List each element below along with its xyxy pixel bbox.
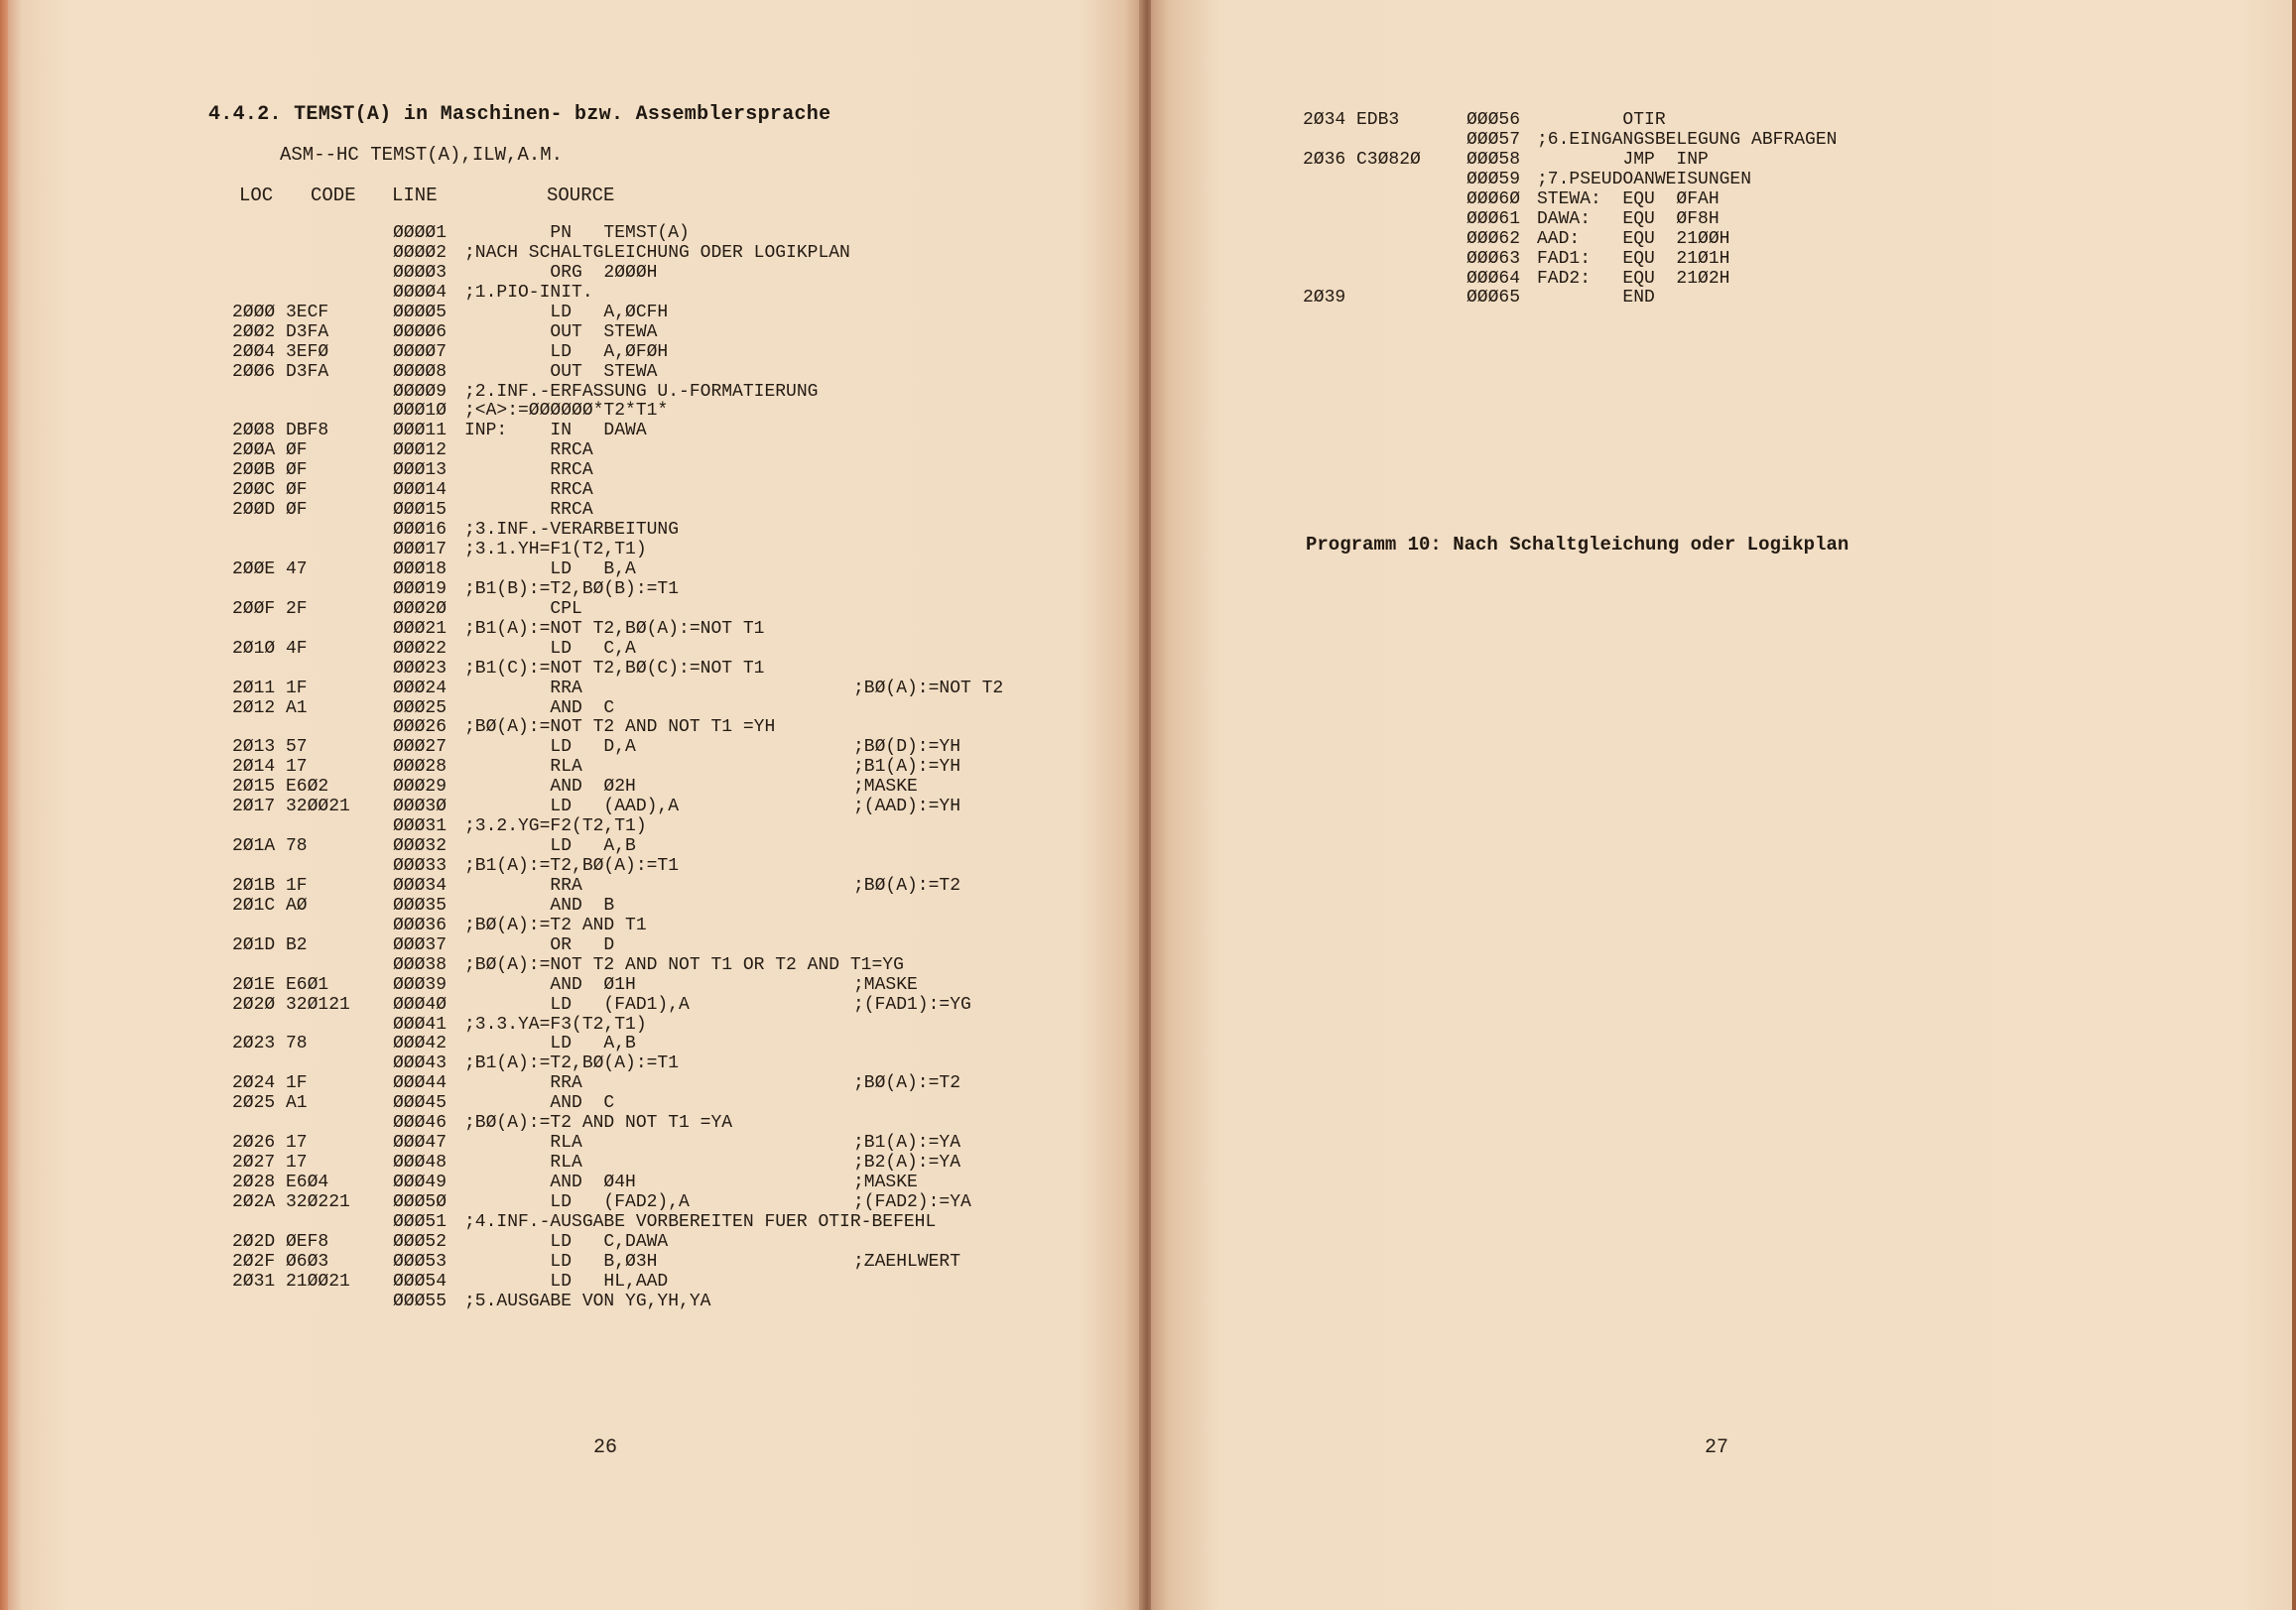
source-cell: FAD1: EQU 21Ø1H bbox=[1537, 248, 1730, 269]
line-number-cell: ØØØ13 bbox=[393, 460, 447, 481]
loc-code-cell: 2ØØD ØF bbox=[232, 500, 308, 521]
comment-cell: ;MASKE bbox=[853, 1173, 918, 1192]
comment-cell: ;ZAEHLWERT bbox=[853, 1251, 961, 1272]
listing-row bbox=[8, 1016, 1143, 1036]
assembler-listing-continued bbox=[1151, 111, 2292, 309]
loc-code-cell: 2Ø36 C3Ø82Ø bbox=[1303, 149, 1421, 170]
comment-cell: ;(FAD2):=YA bbox=[853, 1191, 971, 1212]
source-cell: AND B bbox=[464, 895, 615, 916]
source-cell: RRCA bbox=[464, 440, 593, 461]
loc-code-cell: 2Ø1B 1F bbox=[232, 875, 308, 896]
line-number-cell: ØØØ37 bbox=[393, 934, 447, 955]
listing-row bbox=[8, 1253, 1143, 1273]
page-number: 27 bbox=[1705, 1436, 1729, 1459]
source-cell: CPL bbox=[464, 598, 582, 619]
source-cell: RRCA bbox=[464, 460, 593, 481]
source-cell: ;3.3.YA=F3(T2,T1) bbox=[464, 1014, 647, 1035]
source-cell: AND Ø1H bbox=[464, 974, 636, 995]
source-cell: AND Ø4H bbox=[464, 1173, 636, 1192]
line-number-cell: ØØØ58 bbox=[1467, 149, 1521, 170]
line-number-cell: ØØØ12 bbox=[393, 440, 447, 461]
listing-row bbox=[8, 441, 1143, 461]
source-cell: ;B1(C):=NOT T2,BØ(C):=NOT T1 bbox=[464, 658, 765, 679]
listing-row bbox=[8, 837, 1143, 857]
line-number-cell: ØØØ23 bbox=[393, 658, 447, 679]
listing-row bbox=[8, 758, 1143, 778]
listing-row bbox=[1151, 171, 2292, 190]
loc-code-cell: 2Ø1Ø 4F bbox=[232, 638, 308, 659]
loc-code-cell: 2ØØC ØF bbox=[232, 480, 308, 501]
source-cell: ;NACH SCHALTGLEICHUNG ODER LOGIKPLAN bbox=[464, 242, 850, 263]
loc-code-cell: 2Ø31 21ØØ21 bbox=[232, 1271, 350, 1292]
loc-code-cell: 2Ø11 1F bbox=[232, 678, 308, 698]
loc-code-cell: 2Ø28 E6Ø4 bbox=[232, 1173, 329, 1192]
line-number-cell: ØØØ15 bbox=[393, 500, 447, 521]
loc-code-cell: 2ØØE 47 bbox=[232, 558, 308, 579]
line-number-cell: ØØØ35 bbox=[393, 895, 447, 916]
listing-row bbox=[8, 1035, 1143, 1054]
source-cell: ;BØ(A):=T2 AND T1 bbox=[464, 915, 647, 935]
assembler-listing bbox=[8, 224, 1143, 1312]
line-number-cell: ØØØØ6 bbox=[393, 321, 447, 342]
loc-code-cell: 2Ø2D ØEF8 bbox=[232, 1231, 329, 1252]
loc-code-cell: 2Ø25 A1 bbox=[232, 1093, 308, 1114]
line-number-cell: ØØØ11 bbox=[393, 421, 447, 441]
column-header-code: CODE bbox=[311, 185, 356, 206]
line-number-cell: ØØØ4Ø bbox=[393, 994, 447, 1015]
line-number-cell: ØØØ46 bbox=[393, 1113, 447, 1134]
column-header-line: LINE bbox=[392, 185, 438, 206]
line-number-cell: ØØØ29 bbox=[393, 777, 447, 798]
line-number-cell: ØØØ56 bbox=[1467, 110, 1521, 130]
source-cell: LD C,DAWA bbox=[464, 1231, 669, 1252]
listing-row bbox=[8, 304, 1143, 323]
loc-code-cell: 2Ø12 A1 bbox=[232, 697, 308, 718]
listing-row bbox=[8, 1134, 1143, 1154]
line-number-cell: ØØØ42 bbox=[393, 1034, 447, 1054]
line-number-cell: ØØØ54 bbox=[393, 1271, 447, 1292]
listing-row bbox=[8, 936, 1143, 956]
line-number-cell: ØØØ38 bbox=[393, 954, 447, 975]
listing-row bbox=[8, 1193, 1143, 1213]
line-number-cell: ØØØ41 bbox=[393, 1014, 447, 1035]
listing-row bbox=[8, 1273, 1143, 1293]
source-cell: RLA bbox=[464, 757, 582, 778]
line-number-cell: ØØØ59 bbox=[1467, 169, 1521, 189]
listing-row bbox=[8, 817, 1143, 837]
line-number-cell: ØØØ26 bbox=[393, 717, 447, 738]
listing-row bbox=[8, 264, 1143, 284]
source-cell: ;B1(A):=NOT T2,BØ(A):=NOT T1 bbox=[464, 618, 765, 639]
line-number-cell: ØØØØ4 bbox=[393, 282, 447, 303]
listing-row bbox=[1151, 250, 2292, 270]
program-caption: Programm 10: Nach Schaltgleichung oder Logikplan bbox=[1306, 534, 1850, 556]
listing-row bbox=[8, 284, 1143, 304]
line-number-cell: ØØØ21 bbox=[393, 618, 447, 639]
comment-cell: ;BØ(A):=T2 bbox=[853, 875, 961, 896]
listing-row bbox=[1151, 131, 2292, 151]
loc-code-cell: 2Ø27 17 bbox=[232, 1153, 308, 1174]
line-number-cell: ØØØ22 bbox=[393, 638, 447, 659]
line-number-cell: ØØØ43 bbox=[393, 1053, 447, 1074]
source-cell: JMP INP bbox=[1537, 149, 1709, 170]
line-number-cell: ØØØØ9 bbox=[393, 381, 447, 402]
loc-code-cell: 2ØØ2 D3FA bbox=[232, 321, 329, 342]
listing-row bbox=[8, 501, 1143, 521]
loc-code-cell: 2Ø24 1F bbox=[232, 1073, 308, 1094]
loc-code-cell: 2ØØ6 D3FA bbox=[232, 361, 329, 382]
loc-code-cell: 2Ø2A 32Ø221 bbox=[232, 1191, 350, 1212]
source-cell: ;B1(A):=T2,BØ(A):=T1 bbox=[464, 1053, 680, 1074]
listing-row bbox=[8, 1233, 1143, 1253]
line-number-cell: ØØØ49 bbox=[393, 1173, 447, 1192]
line-number-cell: ØØØ17 bbox=[393, 540, 447, 559]
listing-row bbox=[8, 976, 1143, 996]
line-number-cell: ØØØ5Ø bbox=[393, 1191, 447, 1212]
source-cell: ;BØ(A):=NOT T2 AND NOT T1 OR T2 AND T1=YG bbox=[464, 954, 904, 975]
line-number-cell: ØØØ57 bbox=[1467, 129, 1521, 150]
line-number-cell: ØØØ28 bbox=[393, 757, 447, 778]
listing-row bbox=[8, 798, 1143, 817]
listing-row bbox=[8, 738, 1143, 758]
listing-row bbox=[8, 481, 1143, 501]
source-cell: RRCA bbox=[464, 500, 593, 521]
source-cell: ;B1(B):=T2,BØ(B):=T1 bbox=[464, 578, 680, 599]
loc-code-cell: 2Ø1C AØ bbox=[232, 895, 308, 916]
source-cell: ORG 2ØØØH bbox=[464, 262, 658, 283]
comment-cell: ;B1(A):=YH bbox=[853, 757, 961, 778]
listing-row bbox=[8, 660, 1143, 680]
source-cell: ;<A>:=ØØØØØØ*T2*T1* bbox=[464, 401, 669, 422]
listing-row bbox=[8, 600, 1143, 620]
listing-row bbox=[8, 1074, 1143, 1094]
line-number-cell: ØØØ55 bbox=[393, 1291, 447, 1311]
loc-code-cell: 2Ø13 57 bbox=[232, 737, 308, 758]
listing-row bbox=[8, 560, 1143, 580]
source-cell: LD D,A bbox=[464, 737, 636, 758]
listing-row bbox=[8, 521, 1143, 541]
source-cell: AND C bbox=[464, 1093, 615, 1114]
line-number-cell: ØØØ53 bbox=[393, 1251, 447, 1272]
line-number-cell: ØØØ63 bbox=[1467, 248, 1521, 269]
source-cell: ;3.1.YH=F1(T2,T1) bbox=[464, 540, 647, 559]
line-number-cell: ØØØ19 bbox=[393, 578, 447, 599]
line-number-cell: ØØØØ3 bbox=[393, 262, 447, 283]
source-cell: ;BØ(A):=T2 AND NOT T1 =YA bbox=[464, 1113, 733, 1134]
source-cell: AAD: EQU 21ØØH bbox=[1537, 228, 1730, 249]
source-cell: ;5.AUSGABE VON YG,YH,YA bbox=[464, 1291, 711, 1311]
source-cell: OTIR bbox=[1537, 110, 1666, 130]
listing-row bbox=[8, 1154, 1143, 1174]
source-cell: LD C,A bbox=[464, 638, 636, 659]
listing-row bbox=[1151, 190, 2292, 210]
source-cell: ;3.2.YG=F2(T2,T1) bbox=[464, 816, 647, 837]
line-number-cell: ØØØ39 bbox=[393, 974, 447, 995]
comment-cell: ;MASKE bbox=[853, 777, 918, 798]
listing-row bbox=[1151, 230, 2292, 250]
listing-row bbox=[1151, 111, 2292, 131]
source-cell: OR D bbox=[464, 934, 615, 955]
line-number-cell: ØØØØ5 bbox=[393, 302, 447, 322]
source-cell: END bbox=[1537, 288, 1655, 309]
line-number-cell: ØØØ18 bbox=[393, 558, 447, 579]
line-number-cell: ØØØ6Ø bbox=[1467, 188, 1521, 209]
source-cell: RLA bbox=[464, 1153, 582, 1174]
loc-code-cell: 2ØØ4 3EFØ bbox=[232, 341, 329, 362]
source-cell: FAD2: EQU 21Ø2H bbox=[1537, 268, 1730, 289]
line-number-cell: ØØØ32 bbox=[393, 836, 447, 857]
source-cell: DAWA: EQU ØF8H bbox=[1537, 208, 1720, 229]
line-number-cell: ØØØ31 bbox=[393, 816, 447, 837]
source-cell: LD (FAD1),A bbox=[464, 994, 690, 1015]
source-cell: AND Ø2H bbox=[464, 777, 636, 798]
source-cell: ;BØ(A):=NOT T2 AND NOT T1 =YH bbox=[464, 717, 776, 738]
line-number-cell: ØØØ44 bbox=[393, 1073, 447, 1094]
listing-row bbox=[8, 680, 1143, 699]
source-cell: RRA bbox=[464, 875, 582, 896]
source-cell: RRCA bbox=[464, 480, 593, 501]
source-cell: LD HL,AAD bbox=[464, 1271, 669, 1292]
comment-cell: ;(FAD1):=YG bbox=[853, 994, 971, 1015]
listing-row bbox=[8, 343, 1143, 363]
source-cell: LD A,ØFØH bbox=[464, 341, 669, 362]
source-cell: ;2.INF.-ERFASSUNG U.-FORMATIERUNG bbox=[464, 381, 819, 402]
loc-code-cell: 2Ø15 E6Ø2 bbox=[232, 777, 329, 798]
listing-row bbox=[8, 1293, 1143, 1312]
line-number-cell: ØØØ47 bbox=[393, 1133, 447, 1154]
loc-code-cell: 2Ø14 17 bbox=[232, 757, 308, 778]
source-cell: ;6.EINGANGSBELEGUNG ABFRAGEN bbox=[1537, 129, 1838, 150]
line-number-cell: ØØØ52 bbox=[393, 1231, 447, 1252]
listing-row bbox=[8, 956, 1143, 976]
listing-row bbox=[8, 1114, 1143, 1134]
loc-code-cell: 2Ø17 32ØØ21 bbox=[232, 797, 350, 817]
line-number-cell: ØØØ62 bbox=[1467, 228, 1521, 249]
loc-code-cell: 2Ø23 78 bbox=[232, 1034, 308, 1054]
listing-row bbox=[8, 718, 1143, 738]
line-number-cell: ØØØ51 bbox=[393, 1211, 447, 1232]
line-number-cell: ØØØ16 bbox=[393, 520, 447, 541]
loc-code-cell: 2ØØA ØF bbox=[232, 440, 308, 461]
listing-row bbox=[8, 363, 1143, 383]
listing-row bbox=[8, 323, 1143, 343]
source-cell: LD A,B bbox=[464, 1034, 636, 1054]
column-header-source: SOURCE bbox=[547, 185, 615, 206]
listing-row bbox=[8, 580, 1143, 600]
listing-row bbox=[8, 244, 1143, 264]
comment-cell: ;B1(A):=YA bbox=[853, 1133, 961, 1154]
comment-cell: ;BØ(D):=YH bbox=[853, 737, 961, 758]
source-cell: RRA bbox=[464, 678, 582, 698]
source-cell: ;1.PIO-INIT. bbox=[464, 282, 593, 303]
listing-row bbox=[8, 1054, 1143, 1074]
loc-code-cell: 2Ø39 bbox=[1303, 288, 1346, 309]
right-page bbox=[1151, 0, 2292, 1610]
comment-cell: ;MASKE bbox=[853, 974, 918, 995]
line-number-cell: ØØØ2Ø bbox=[393, 598, 447, 619]
line-number-cell: ØØØ61 bbox=[1467, 208, 1521, 229]
loc-code-cell: 2Ø1A 78 bbox=[232, 836, 308, 857]
source-cell: ;4.INF.-AUSGABE VORBEREITEN FUER OTIR-BEFEHL bbox=[464, 1211, 937, 1232]
column-header-loc: LOC bbox=[239, 185, 274, 206]
listing-row bbox=[8, 541, 1143, 560]
comment-cell: ;(AAD):=YH bbox=[853, 797, 961, 817]
page-number: 26 bbox=[593, 1436, 618, 1459]
loc-code-cell: 2ØØB ØF bbox=[232, 460, 308, 481]
listing-row bbox=[8, 422, 1143, 441]
line-number-cell: ØØØ24 bbox=[393, 678, 447, 698]
source-cell: LD B,A bbox=[464, 558, 636, 579]
assembler-header: ASM--HC TEMST(A),ILW,A.M. bbox=[280, 144, 564, 166]
source-cell: AND C bbox=[464, 697, 615, 718]
line-number-cell: ØØØ3Ø bbox=[393, 797, 447, 817]
line-number-cell: ØØØ65 bbox=[1467, 288, 1521, 309]
section-heading: 4.4.2. TEMST(A) in Maschinen- bzw. Assemblersprache bbox=[208, 103, 831, 126]
loc-code-cell: 2Ø2Ø 32Ø121 bbox=[232, 994, 350, 1015]
source-cell: OUT STEWA bbox=[464, 321, 658, 342]
source-cell: RLA bbox=[464, 1133, 582, 1154]
loc-code-cell: 2Ø1D B2 bbox=[232, 934, 308, 955]
source-cell: OUT STEWA bbox=[464, 361, 658, 382]
listing-row bbox=[8, 1094, 1143, 1114]
comment-cell: ;BØ(A):=T2 bbox=[853, 1073, 961, 1094]
source-cell: LD B,Ø3H bbox=[464, 1251, 658, 1272]
line-number-cell: ØØØ36 bbox=[393, 915, 447, 935]
listing-row bbox=[8, 857, 1143, 877]
listing-row bbox=[1151, 210, 2292, 230]
line-number-cell: ØØØØ1 bbox=[393, 223, 447, 243]
listing-row bbox=[8, 1174, 1143, 1193]
comment-cell: ;B2(A):=YA bbox=[853, 1153, 961, 1174]
listing-row bbox=[8, 897, 1143, 917]
listing-row bbox=[8, 402, 1143, 422]
line-number-cell: ØØØ14 bbox=[393, 480, 447, 501]
loc-code-cell: 2ØØ8 DBF8 bbox=[232, 421, 329, 441]
listing-row bbox=[8, 996, 1143, 1016]
listing-row bbox=[8, 640, 1143, 660]
loc-code-cell: 2ØØØ 3ECF bbox=[232, 302, 329, 322]
source-cell: ;B1(A):=T2,BØ(A):=T1 bbox=[464, 856, 680, 876]
line-number-cell: ØØØØ2 bbox=[393, 242, 447, 263]
source-cell: LD (FAD2),A bbox=[464, 1191, 690, 1212]
listing-row bbox=[8, 224, 1143, 244]
listing-row bbox=[8, 383, 1143, 403]
loc-code-cell: 2Ø2F Ø6Ø3 bbox=[232, 1251, 329, 1272]
line-number-cell: ØØØ48 bbox=[393, 1153, 447, 1174]
listing-row bbox=[1151, 270, 2292, 290]
source-cell: LD A,ØCFH bbox=[464, 302, 669, 322]
source-cell: ;7.PSEUDOANWEISUNGEN bbox=[1537, 169, 1752, 189]
source-cell: STEWA: EQU ØFAH bbox=[1537, 188, 1720, 209]
source-cell: ;3.INF.-VERARBEITUNG bbox=[464, 520, 680, 541]
source-cell: RRA bbox=[464, 1073, 582, 1094]
line-number-cell: ØØØ1Ø bbox=[393, 401, 447, 422]
listing-row bbox=[8, 778, 1143, 798]
listing-row bbox=[8, 877, 1143, 897]
listing-row bbox=[1151, 289, 2292, 309]
loc-code-cell: 2Ø26 17 bbox=[232, 1133, 308, 1154]
line-number-cell: ØØØ64 bbox=[1467, 268, 1521, 289]
line-number-cell: ØØØ27 bbox=[393, 737, 447, 758]
line-number-cell: ØØØ25 bbox=[393, 697, 447, 718]
line-number-cell: ØØØ33 bbox=[393, 856, 447, 876]
source-cell: INP: IN DAWA bbox=[464, 421, 647, 441]
loc-code-cell: 2Ø34 EDB3 bbox=[1303, 110, 1400, 130]
source-cell: PN TEMST(A) bbox=[464, 223, 690, 243]
left-page bbox=[8, 0, 1143, 1610]
listing-row bbox=[8, 917, 1143, 936]
loc-code-cell: 2ØØF 2F bbox=[232, 598, 308, 619]
source-cell: LD A,B bbox=[464, 836, 636, 857]
listing-row bbox=[8, 699, 1143, 719]
listing-row bbox=[8, 1213, 1143, 1233]
listing-row bbox=[8, 620, 1143, 640]
comment-cell: ;BØ(A):=NOT T2 bbox=[853, 678, 1004, 698]
line-number-cell: ØØØØ7 bbox=[393, 341, 447, 362]
line-number-cell: ØØØØ8 bbox=[393, 361, 447, 382]
listing-row bbox=[8, 461, 1143, 481]
loc-code-cell: 2Ø1E E6Ø1 bbox=[232, 974, 329, 995]
line-number-cell: ØØØ45 bbox=[393, 1093, 447, 1114]
source-cell: LD (AAD),A bbox=[464, 797, 680, 817]
listing-row bbox=[1151, 151, 2292, 171]
line-number-cell: ØØØ34 bbox=[393, 875, 447, 896]
